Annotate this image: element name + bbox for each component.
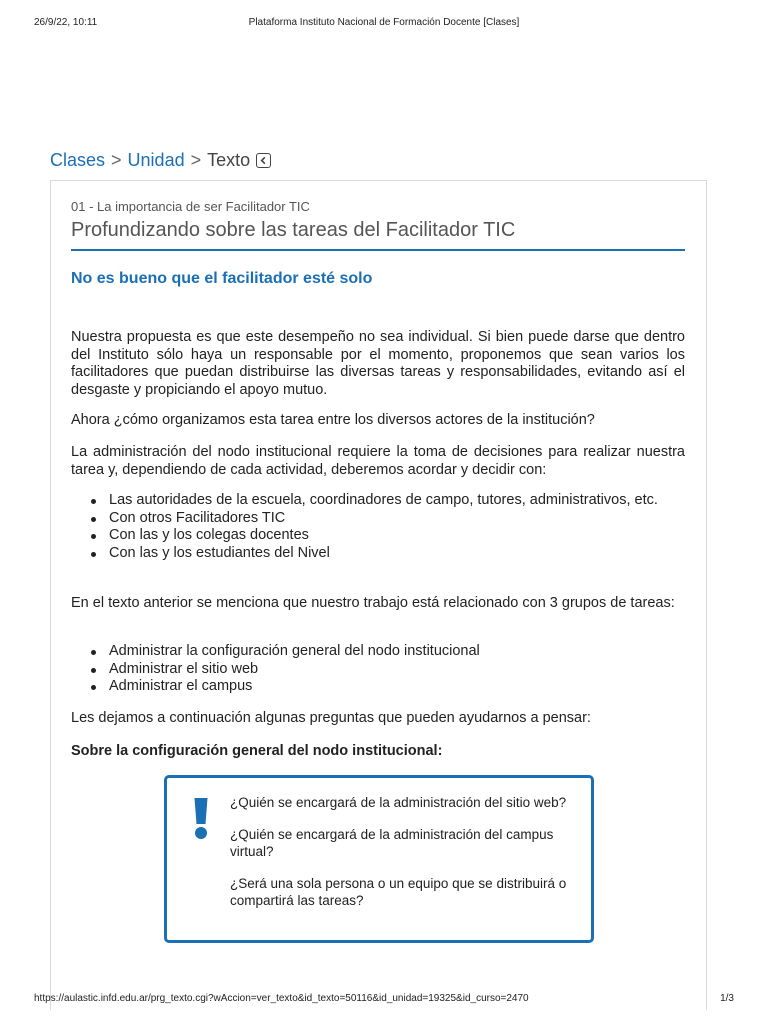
breadcrumb-current: Texto: [207, 149, 251, 170]
list-item: Administrar la configuración general del nodo institucional: [109, 643, 685, 661]
content-card: [50, 180, 707, 1010]
page-title: Profundizando sobre las tareas del Facilitador TIC: [71, 219, 516, 241]
paragraph-task-groups: En el texto anterior se menciona que nuestro trabajo está relacionado con 3 grupos de tareas:: [71, 595, 675, 611]
breadcrumb-separator: >: [190, 149, 202, 170]
tasks-list: [71, 643, 685, 696]
list-item: Administrar el sitio web: [109, 661, 685, 679]
breadcrumb-link-clases[interactable]: Clases: [50, 149, 106, 170]
callout-question: ¿Quién se encargará de la administración del sitio web?: [230, 795, 567, 810]
list-item: Las autoridades de la escuela, coordinadores de campo, tutores, administrativos, etc.: [109, 492, 685, 510]
callout-question: ¿Quién se encargará de la administración del campus virtual?: [230, 827, 554, 859]
questions-callout: [164, 775, 594, 943]
breadcrumb-link-unidad[interactable]: Unidad: [127, 149, 185, 170]
unit-label: 01 - La importancia de ser Facilitador TIC: [71, 199, 310, 214]
subheading: Sobre la configuración general del nodo institucional:: [71, 743, 443, 759]
print-header: [34, 17, 734, 31]
list-item: Con las y los estudiantes del Nivel: [109, 545, 685, 563]
paragraph-questions-intro: Les dejamos a continuación algunas preguntas que pueden ayudarnos a pensar:: [71, 710, 591, 726]
breadcrumb-separator: >: [111, 149, 122, 170]
print-date: 26/9/22, 10:11: [34, 17, 98, 28]
list-item: Administrar el campus: [109, 678, 685, 696]
page-counter: 1/3: [720, 993, 734, 1004]
actors-list: [71, 492, 685, 562]
paragraph-administration: La administración del nodo institucional requiere la toma de decisiones para realizar nuestra tarea y, dependiendo de cada actividad, deberemos acordar y decidir con:: [71, 444, 685, 478]
list-item: Con las y los colegas docentes: [109, 527, 685, 545]
title-divider: [71, 249, 685, 251]
back-arrow-icon[interactable]: [256, 153, 271, 168]
paragraph-question: Ahora ¿cómo organizamos esta tarea entre los diversos actores de la institución?: [71, 412, 595, 428]
breadcrumb: [50, 148, 271, 172]
list-item: Con otros Facilitadores TIC: [109, 510, 685, 528]
print-footer: [34, 993, 734, 1007]
print-url: https://aulastic.infd.edu.ar/prg_texto.cgi?wAccion=ver_texto&id_texto=50116&id_unidad=19325&id_curso=2470: [34, 993, 529, 1004]
paragraph-proposal: Nuestra propuesta es que este desempeño no sea individual. Si bien puede darse que dentro del Instituto sólo haya un responsable por el momento, proponemos que sean varios los facilitadores que puedan distribuirse las diversas tareas y responsabilidades, evitando así el desgaste y propiciando el apoyo mutuo.: [71, 329, 685, 398]
exclamation-icon: [191, 796, 211, 840]
print-page-title: Plataforma Instituto Nacional de Formación Docente [Clases]: [248, 17, 520, 28]
callout-question: ¿Será una sola persona o un equipo que se distribuirá o compartirá las tareas?: [230, 876, 567, 908]
section-title: No es bueno que el facilitador esté solo: [71, 270, 373, 287]
